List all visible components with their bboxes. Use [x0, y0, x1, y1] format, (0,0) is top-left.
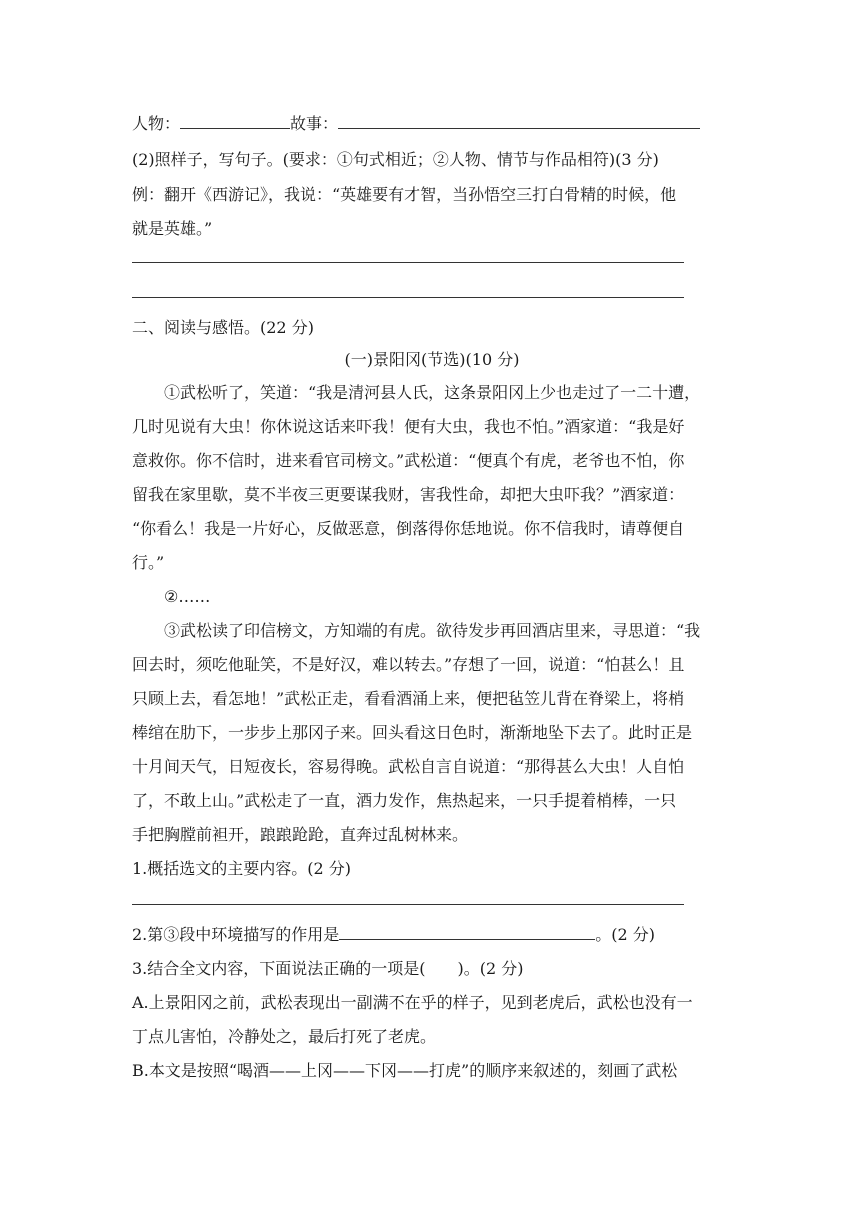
option-b-line-1: B.本文是按照“喝酒——上冈——下冈——打虎”的顺序来叙述的，刻画了武松	[132, 1061, 678, 1080]
paragraph-2: ②……	[164, 587, 211, 606]
paragraph-3-line: 棒绾在肋下，一步步上那冈子来。回头看这日色时，渐渐地坠下去了。此时正是	[132, 723, 693, 742]
option-a-line-2: 丁点儿害怕，冷静处之，最后打死了老虎。	[132, 1027, 437, 1046]
question-3-suffix: )。(2 分)	[457, 959, 524, 978]
paragraph-1-line: 留我在家里歇，莫不半夜三更要谋我财，害我性命，却把大虫吓我？”酒家道：	[132, 485, 685, 504]
question-1-answer-line[interactable]	[132, 904, 684, 905]
question-2-prefix: 2.第③段中环境描写的作用是	[132, 925, 340, 944]
person-story-line	[132, 114, 732, 134]
example-line-2: 就是英雄。”	[132, 219, 213, 238]
question-1: 1.概括选文的主要内容。(2 分)	[132, 859, 352, 878]
question-2-answer-blank[interactable]	[339, 925, 595, 940]
paragraph-1-line: ①武松听了，笑道：“我是清河县人氏，这条景阳冈上少也走过了一二十遭，	[164, 383, 701, 402]
question-3-prefix: 3.结合全文内容，下面说法正确的一项是(	[132, 959, 426, 978]
paragraph-3-line: 只顾上去，看怎地！”武松正走，看看酒涌上来，便把毡笠儿背在脊梁上，将梢	[132, 689, 685, 708]
story-label: 故事：	[290, 114, 339, 133]
answer-line-2[interactable]	[132, 297, 684, 298]
section-2-title: 二、阅读与感悟。(22 分)	[132, 318, 314, 337]
paragraph-1-line: “你看么！我是一片好心，反做恶意，倒落得你恁地说。你不信我时，请尊便自	[132, 519, 685, 538]
paragraph-3-line: ③武松读了印信榜文，方知端的有虎。欲待发步再回酒店里来，寻思道：“我	[164, 621, 701, 640]
question-2	[132, 925, 732, 945]
question-3	[132, 959, 732, 979]
paragraph-1-line: 意救你。你不信时，进来看官司榜文。”武松道：“便真个有虎，老爷也不怕，你	[132, 451, 685, 470]
question-2-suffix: 。(2 分)	[595, 925, 656, 944]
paragraph-3-line: 十月间天气，日短夜长，容易得晚。武松自言自说道：“那得甚么大虫！人自怕	[132, 757, 685, 776]
paragraph-1-line: 几时见说有大虫！你休说这话来吓我！便有大虫，我也不怕。”酒家道：“我是好	[132, 417, 685, 436]
person-label: 人物：	[132, 114, 181, 133]
answer-line-1[interactable]	[132, 262, 684, 263]
story-answer-blank[interactable]	[338, 114, 700, 129]
example-line-1: 例：翻开《西游记》，我说：“英雄要有才智，当孙悟空三打白骨精的时候，他	[132, 185, 677, 204]
person-answer-blank[interactable]	[180, 114, 290, 129]
option-a-line-1: A.上景阳冈之前，武松表现出一副满不在乎的样子，见到老虎后，武松也没有一	[132, 993, 693, 1012]
paragraph-3-line: 了，不敢上山。”武松走了一直，酒力发作，焦热起来，一只手提着梢棒，一只	[132, 791, 677, 810]
paragraph-3-line: 手把胸膛前袒开，踉踉跄跄，直奔过乱树林来。	[132, 825, 469, 844]
passage-title: (一)景阳冈(节选)(10 分)	[344, 350, 520, 369]
subquestion-2: (2)照样子，写句子。(要求：①句式相近；②人物、情节与作品相符)(3 分)	[132, 150, 659, 169]
paragraph-3-line: 回去时，须吃他耻笑，不是好汉，难以转去。”存想了一回，说道：“怕甚么！且	[132, 655, 685, 674]
paragraph-1-line: 行。”	[132, 553, 165, 572]
